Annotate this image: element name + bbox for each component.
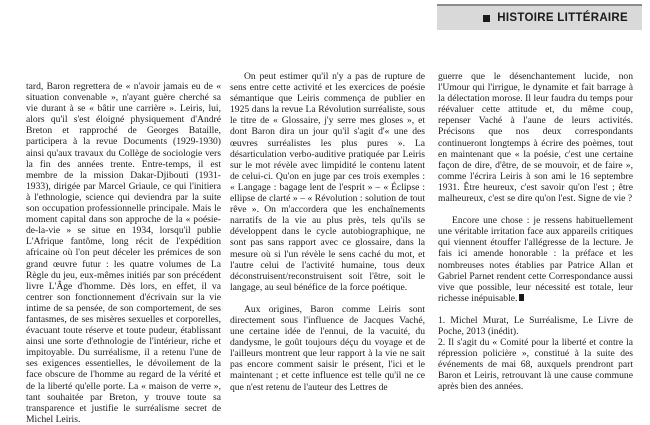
section-header-box [437,4,642,30]
paragraph-with-end-mark [438,215,633,304]
paragraph: tard, Baron regrettera de « n'avoir jamais eu de « situation convenable », n'ayant guère cherché sa vie durant à se « bâtir une carrière ». Leiris, lui, alors qu'il s'est éloigné physiquement d'André Breton et rapproché de Georges Bataille, participera à la revue Documents (1929-1930) ainsi qu'aux travaux du Collège de sociologie vers la fin des années trente. Entre-temps, il est membre de la mission Dakar-Djibouti (1931-1933), dirigée par Marcel Griaule, ce qui l'initiera à l'ethnologie, science qui deviendra par la suite son occupation professionnelle principale. Mais le moment capital dans son approche de la « poésie-de-la-vie » se situe en 1934, lorsqu'il publie L'Afrique fantôme, long récit de l'expédition africaine où l'on peut déceler les prémices de son grand œuvre futur : les quatre volumes de La Règle du jeu, eux-mêmes initiés par son précédent livre L'Âge d'homme. Dès lors, en effet, il va centrer son fonctionnement d'écrivain sur la vie intime de sa pensée, de son comportement, de ses fantasmes, de ses misères sexuelles et corporelles, évacuant toute réserve et toute pudeur, établissant ainsi une sorte d'ethnologie de l'intérieur, riche et impitoyable. Du surréalisme, il a retenu l'une de ses exigences essentielles, le dévoilement de la face obscure de l'homme au regard de la vérité et de la liberté qu'elle porte. La « maison de verre », tant souhaitée par Breton, y trouve toute sa transparence et justifie le surréalisme secret de Michel Leiris. [26,81,221,425]
section-title: HISTOIRE LITTÉRAIRE [497,12,628,24]
paragraph: Encore une chose : je ressens habituellement une véritable irritation face aux appareils critiques qui viennent étouffer l'allégresse de la lecture. Je fais ici amende honorable : la préface et les nombreuses notes établies par Patrice Allan et Gabriel Parnet rendent cette Correspondance aussi vive que possible, leur nécessité est totale, leur richesse inépuisable. [438,215,633,304]
text-column-2 [230,71,425,393]
end-of-article-icon [519,294,524,301]
paragraph: guerre que le désenchantement lucide, non l'Umour qui l'irrigue, le dynamite et fait barrage à la délectation morose. Il leur faudra du temps pour réévaluer cette attitude et, du même coup, repenser Vaché à l'aune de leurs activités. Précisons que nos deux correspondants continueront longtemps à écrire des poèmes, tout en maintenant que « la poésie, c'est une certaine façon de dire, d'être, de se mouvoir, et de faire », comme l'écrira Leiris à son ami le 16 septembre 1931. Être heureux, c'est savoir qu'on l'est ; être malheureux, c'est se dire qu'on l'est. Signe de vie ? [438,71,633,205]
footnote-1: 1. Michel Murat, Le Surréalisme, Le Livre de Poche, 2013 (inédit). [438,314,633,337]
text-column-1 [26,81,221,425]
paragraph: Aux origines, Baron comme Leiris sont directement sous l'influence de Jacques Vaché, une certaine idée de l'ennui, de la vacuité, du dandysme, le goût toujours déçu du voyage et de l'ailleurs montrent que leur rapport à la vie ne sait pas encore comment saisir le présent, l'ici et le maintenant ; et cette influence est telle qu'il ne ce que n'est retenu de l'auteur des Lettres de [230,303,425,393]
footnote-2: 2. Il s'agit du « Comité pour la liberté et contre la répression policière », constitué à la suite des événements de mai 68, auxquels prendront part Baron et Leiris, retrouvant là une cause commune après bien des années. [438,337,633,393]
text-column-3 [438,71,633,393]
page-header [0,0,650,36]
square-bullet-icon [483,15,490,22]
paragraph: On peut estimer qu'il n'y a pas de rupture de sens entre cette activité et les exercices de poésie sémantique que Leiris commença de publier en 1925 dans la revue La Révolution surréaliste, sous le titre de « Glossaire, j'y serre mes gloses », et dont Baron dira un jour qu'il s'agit d'« une des œuvres surréalistes les plus pures ». La désarticulation verbo-auditive pratiquée par Leiris sur le mot révèle avec limpidité le contenu latent de celui-ci. Qu'on en juge par ces trois exemples : « Langage : bagage lent de l'esprit » – « Éclipse : ellipse de clarté » – « Révolution : solution de tout rêve ». On m'accordera que les enchaînements narratifs de la vie au plus près, tels qu'ils se développent dans le cycle autobiographique, ne sont pas sans rapport avec ce glossaire, dans la mesure où si l'un révèle le sens caché du mot, et l'autre celui de l'activité humaine, tous deux déconstruisent/reconstruisent soit l'être, soit le langage, au seul bénéfice de la force poétique. [230,71,425,293]
